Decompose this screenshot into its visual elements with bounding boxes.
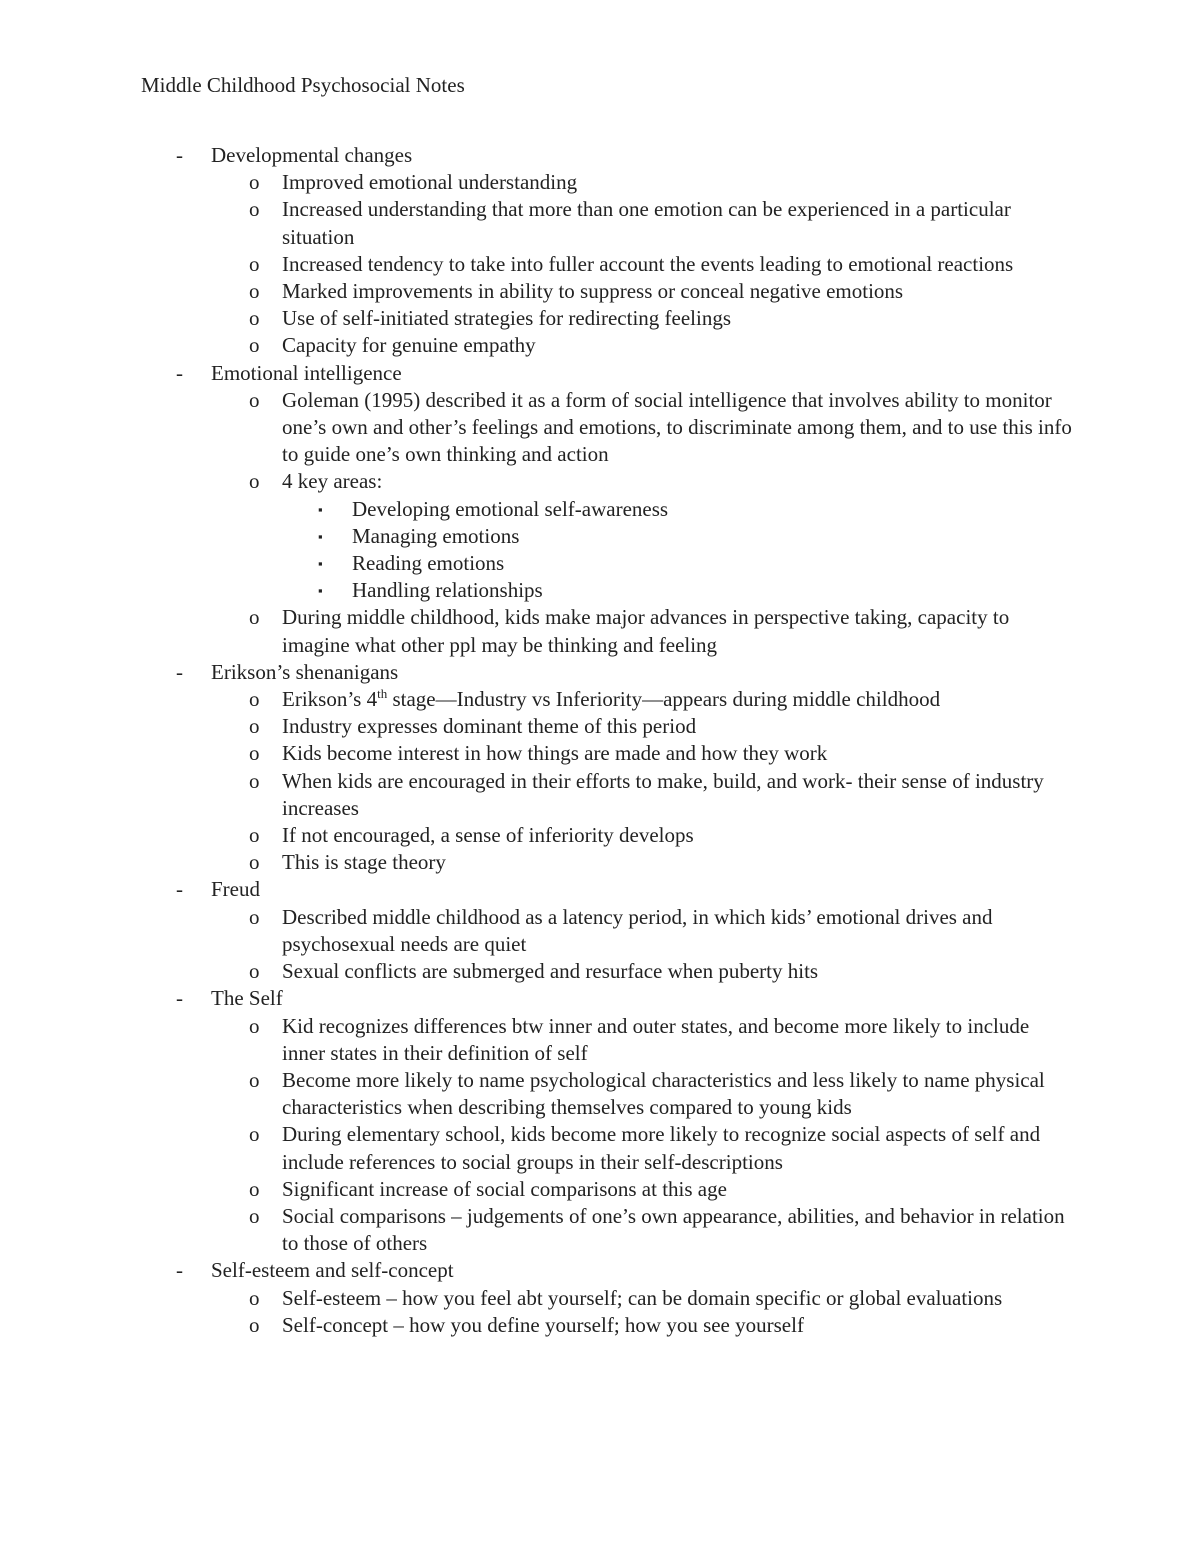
list-item <box>0 169 1072 196</box>
item-text: This is stage theory <box>282 850 446 875</box>
item-text: Goleman (1995) described it as a form of social intelligence that involves ability to monitor one’s own and other’s feelings and emotions, to discriminate among them, and to use this info to guide one’s own thinking and action <box>282 387 1072 467</box>
list-item <box>0 1312 1072 1339</box>
section-heading <box>0 142 1071 169</box>
list-item <box>0 740 1072 767</box>
circle-bullet: o <box>249 1285 260 1310</box>
dash-bullet: - <box>176 143 183 167</box>
list-item <box>0 1203 1072 1257</box>
list-item <box>0 278 1072 305</box>
document-title: Middle Childhood Psychosocial Notes <box>141 73 465 97</box>
circle-bullet: o <box>249 823 260 848</box>
stage-suffix: stage—Industry vs Inferiority—appears during middle childhood <box>387 687 941 712</box>
circle-bullet: o <box>249 741 260 766</box>
item-text: Improved emotional understanding <box>282 170 578 195</box>
item-text: Handling relationships <box>352 578 543 603</box>
item-text: If not encouraged, a sense of inferiority develops <box>282 823 694 848</box>
ordinal-superscript: th <box>377 686 388 702</box>
item-text: Developing emotional self-awareness <box>352 496 669 521</box>
heading-text: The Self <box>211 986 283 1011</box>
dash-bullet: - <box>176 659 183 684</box>
circle-bullet: o <box>249 251 260 276</box>
list-item <box>0 768 1072 822</box>
section-developmental-changes <box>0 142 1200 360</box>
item-text: Self-concept – how you define yourself; how you see yourself <box>282 1312 804 1337</box>
list-item <box>0 1067 1072 1121</box>
square-bullet: ▪ <box>318 556 323 572</box>
circle-bullet: o <box>249 469 260 494</box>
list-item <box>0 604 1072 658</box>
circle-bullet: o <box>249 714 260 739</box>
item-text: Sexual conflicts are submerged and resurface when puberty hits <box>282 959 819 984</box>
list-item <box>0 1121 1072 1175</box>
item-text: When kids are encouraged in their efforts to make, build, and work- their sense of industry increases <box>282 768 1044 820</box>
heading-text: Emotional intelligence <box>211 360 402 385</box>
list-item <box>0 904 1072 958</box>
section-heading <box>0 985 1071 1012</box>
circle-bullet: o <box>249 904 260 929</box>
dash-bullet: - <box>176 986 183 1011</box>
circle-bullet: o <box>249 170 260 195</box>
item-text: Marked improvements in ability to suppress or conceal negative emotions <box>282 279 904 304</box>
sub-list-item <box>0 550 1072 577</box>
list-item <box>0 196 1072 250</box>
circle-bullet: o <box>249 279 260 304</box>
item-text: Become more likely to name psychological characteristics and less likely to name physical characteristics when describing themselves compared to young kids <box>282 1067 1045 1120</box>
item-text: During middle childhood, kids make major advances in perspective taking, capacity to imagine what other ppl may be thinking and feeling <box>282 605 1010 657</box>
circle-bullet: o <box>249 605 260 630</box>
item-text: Kid recognizes differences btw inner and outer states, and become more likely to include inner states in their definition of self <box>282 1013 1030 1065</box>
square-bullet: ▪ <box>318 501 323 517</box>
circle-bullet: o <box>249 1312 260 1337</box>
heading-text: Developmental changes <box>211 143 413 167</box>
item-text: Capacity for genuine empathy <box>282 333 536 358</box>
item-text: Described middle childhood as a latency period, in which kids’ emotional drives and psychosexual needs are quiet <box>282 904 993 956</box>
circle-bullet: o <box>249 197 260 222</box>
list-item <box>0 305 1072 332</box>
item-text: Increased understanding that more than one emotion can be experienced in a particular situation <box>282 197 1011 249</box>
section-the-self <box>0 985 1200 1257</box>
section-heading <box>0 360 1071 387</box>
dash-bullet: - <box>176 877 183 902</box>
square-bullet: ▪ <box>318 583 323 599</box>
dash-bullet: - <box>176 360 183 385</box>
section-heading <box>0 876 1071 903</box>
list-item <box>0 822 1072 849</box>
notes-outline <box>0 142 1200 1339</box>
heading-text: Self-esteem and self-concept <box>211 1258 454 1283</box>
heading-text: Freud <box>211 877 260 902</box>
item-text: 4 key areas: <box>282 469 383 494</box>
list-item <box>0 251 1072 278</box>
heading-text: Erikson’s shenanigans <box>211 659 399 684</box>
stage-prefix: Erikson’s 4 <box>282 687 378 712</box>
section-heading <box>0 1257 1071 1284</box>
item-text: Increased tendency to take into fuller account the events leading to emotional reactions <box>282 251 1014 276</box>
dash-bullet: - <box>176 1258 183 1283</box>
list-item <box>0 849 1072 876</box>
sub-list-item <box>0 523 1072 550</box>
item-text: Social comparisons – judgements of one’s own appearance, abilities, and behavior in relation to those of others <box>282 1203 1065 1256</box>
item-text: Use of self-initiated strategies for redirecting feelings <box>282 306 731 331</box>
list-item <box>0 332 1072 359</box>
item-text: During elementary school, kids become more likely to recognize social aspects of self and include references to social groups in their self-descriptions <box>282 1122 1041 1174</box>
list-item <box>0 387 1072 469</box>
circle-bullet: o <box>249 333 260 358</box>
circle-bullet: o <box>249 306 260 331</box>
item-text: Kids become interest in how things are made and how they work <box>282 741 828 766</box>
list-item <box>0 713 1072 740</box>
list-item <box>0 686 1072 713</box>
item-text: Self-esteem – how you feel abt yourself; can be domain specific or global evaluations <box>282 1285 1003 1310</box>
circle-bullet: o <box>249 850 260 875</box>
sub-list-item <box>0 496 1072 523</box>
item-text: Managing emotions <box>352 523 520 548</box>
section-freud <box>0 876 1200 985</box>
section-erikson <box>0 659 1200 877</box>
sub-list-item <box>0 577 1072 604</box>
circle-bullet: o <box>249 387 260 412</box>
square-bullet: ▪ <box>318 528 323 544</box>
circle-bullet: o <box>249 687 260 712</box>
list-item <box>0 958 1072 985</box>
circle-bullet: o <box>249 1067 260 1092</box>
item-text: Significant increase of social comparisons at this age <box>282 1176 727 1201</box>
item-text: Reading emotions <box>352 551 505 576</box>
circle-bullet: o <box>249 1176 260 1201</box>
list-item <box>0 468 1072 495</box>
section-self-esteem <box>0 1257 1200 1339</box>
section-heading <box>0 659 1071 686</box>
circle-bullet: o <box>249 1122 260 1147</box>
list-item <box>0 1285 1072 1312</box>
circle-bullet: o <box>249 768 260 793</box>
section-emotional-intelligence <box>0 360 1200 659</box>
item-text: Industry expresses dominant theme of this period <box>282 714 697 739</box>
circle-bullet: o <box>249 1203 260 1228</box>
list-item <box>0 1013 1072 1067</box>
list-item <box>0 1176 1072 1203</box>
circle-bullet: o <box>249 1013 260 1038</box>
circle-bullet: o <box>249 959 260 984</box>
